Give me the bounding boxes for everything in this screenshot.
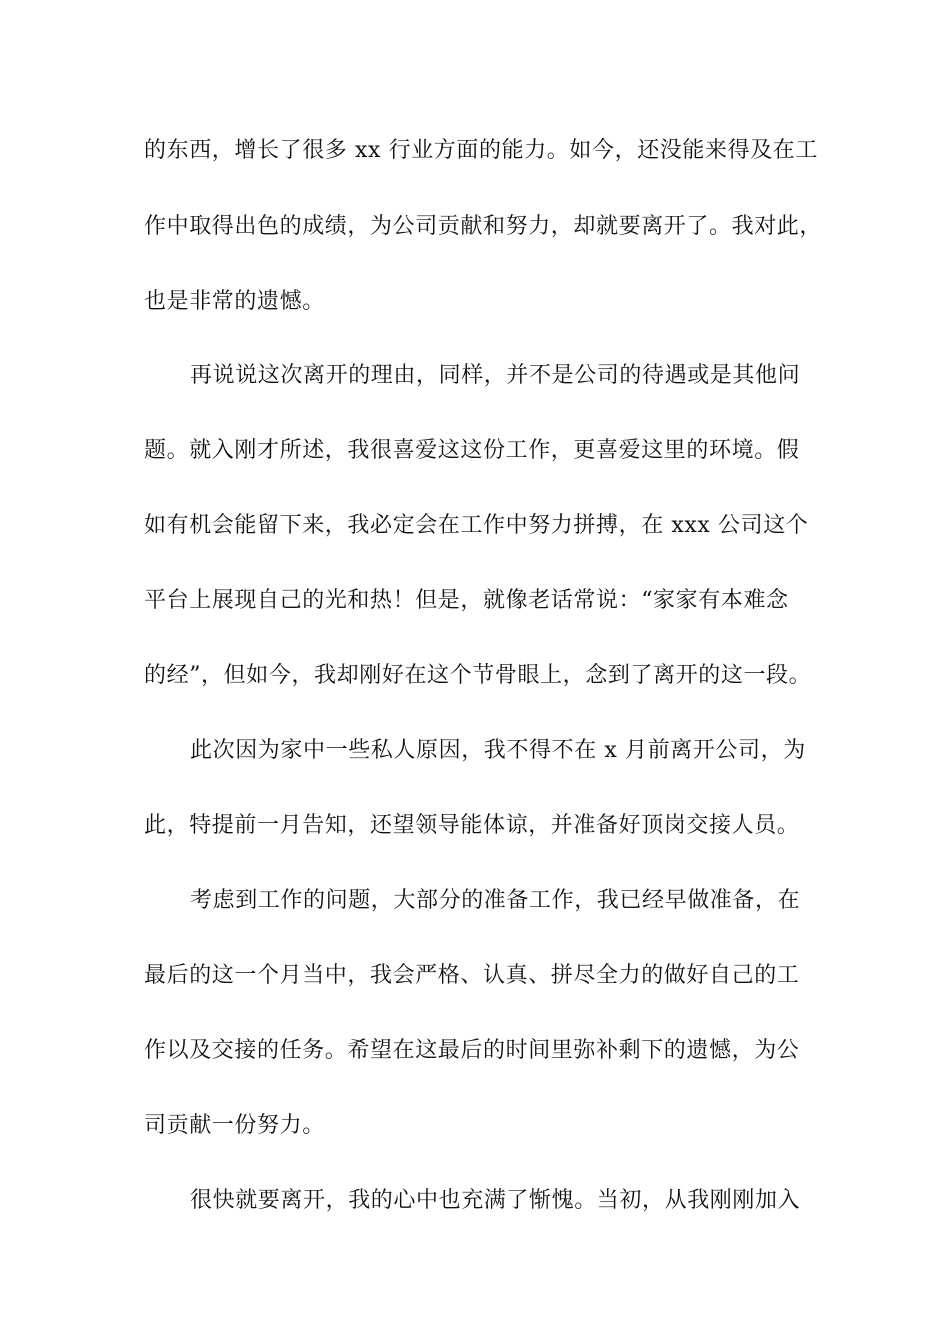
text-line: 如有机会能留下来，我必定会在工作中努力拼搏，在 xxx 公司这个 (144, 513, 809, 538)
text-line: 题。就入刚才所述，我很喜爱这这份工作，更喜爱这里的环境。假 (144, 438, 800, 463)
text-line: 也是非常的遗憾。 (144, 289, 325, 314)
paragraph-start-line: 此次因为家中一些私人原因，我不得不在 x 月前离开公司，为 (190, 738, 806, 763)
text-line: 作以及交接的任务。希望在这最后的时间里弥补剩下的遗憾，为公 (144, 1038, 800, 1063)
paragraph-start-line: 考虑到工作的问题，大部分的准备工作，我已经早做准备，在 (190, 888, 801, 913)
paragraph-start-line: 再说说这次离开的理由，同样，并不是公司的待遇或是其他问 (190, 363, 801, 388)
text-line: 最后的这一个月当中，我会严格、认真、拼尽全力的做好自己的工 (144, 963, 800, 988)
text-line: 的经”，但如今，我却刚好在这个节骨眼上，念到了离开的这一段。 (144, 663, 812, 688)
text-line: 平台上展现自己的光和热！但是，就像老话常说：“家家有本难念 (144, 588, 789, 613)
text-line: 司贡献一份努力。 (144, 1113, 325, 1138)
paragraph-start-line: 很快就要离开，我的心中也充满了惭愧。当初，从我刚刚加入 (190, 1188, 801, 1213)
text-line: 作中取得出色的成绩，为公司贡献和努力，却就要离开了。我对此， (144, 214, 823, 239)
text-line: 的东西，增长了很多 xx 行业方面的能力。如今，还没能来得及在工 (144, 138, 819, 163)
text-line: 此，特提前一月告知，还望领导能体谅，并准备好顶岗交接人员。 (144, 813, 800, 838)
